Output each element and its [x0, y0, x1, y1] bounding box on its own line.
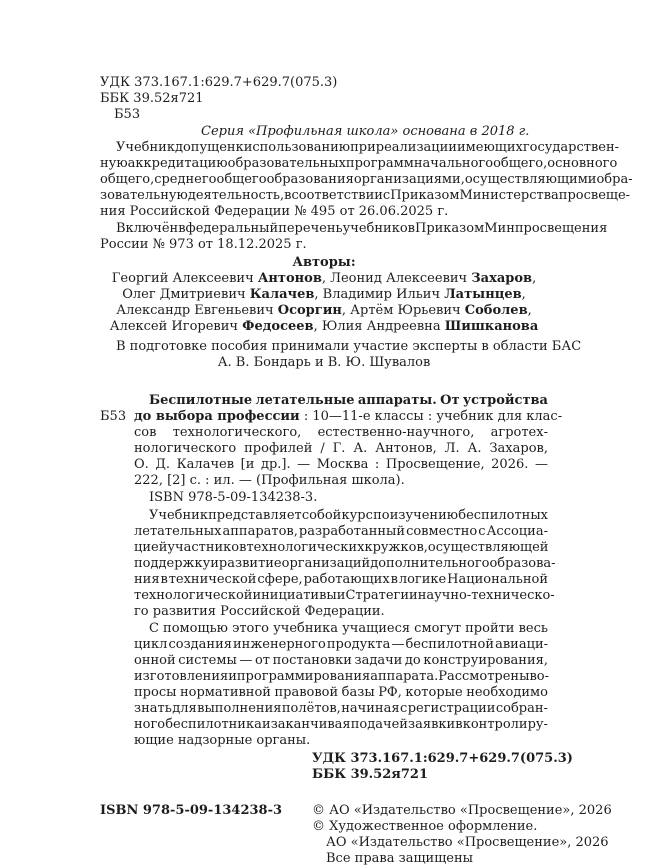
catalog-bbk: ББК 39.52я721	[312, 767, 429, 782]
catalog-title-line: Беспилотные летательные аппараты. От устройства	[149, 393, 548, 408]
author-mark-code: Б53	[114, 107, 141, 122]
authors-title: Авторы:	[292, 255, 356, 270]
abstract-line: цией участников технологических кружков, осуществляющей	[134, 540, 549, 555]
inclusion-line: Включён в федеральный перечень учебников Приказом Минпросвещения	[116, 221, 608, 236]
authors-line: Алексей Игоревич Федосеев, Юлия Андреевна Шишканова	[109, 319, 539, 334]
catalog-udk: УДК 373.167.1:629.7+629.7(075.3)	[312, 751, 573, 766]
catalog-description-line: 222, [2] с. : ил. — (Профильная школа).	[134, 473, 405, 488]
experts-names: А. В. Бондарь и В. Ю. Шувалов	[217, 355, 431, 370]
catalog-title-line: до выбора профессии : 10—11-е классы : учебник для клас-	[134, 409, 563, 424]
abstract-line: изготовления и программирования аппарата. Рассмотрены во-	[134, 669, 549, 684]
copyright-line: © Художественное оформление.	[312, 819, 538, 834]
experts-line: В подготовке пособия принимали участие эксперты в области БАС	[116, 339, 582, 354]
abstract-line: поддержку и развитие организаций дополнительного образова-	[134, 556, 556, 571]
abstract-line: просы нормативной правовой базы РФ, которые необходимо	[134, 685, 548, 700]
catalog-description-line: О. Д. Калачев [и др.]. — Москва : Просвещение, 2026. —	[134, 457, 548, 472]
authors-line: Георгий Алексеевич Антонов, Леонид Алексеевич Захаров,	[111, 271, 537, 286]
abstract-line: технологической инициативы и Стратегии научно-техническо-	[134, 588, 555, 603]
abstract-line: знать для выполнения полётов, начиная с регистрации собран-	[134, 701, 548, 716]
bbk-code: ББК 39.52я721	[100, 91, 204, 106]
udk-code: УДК 373.167.1:629.7+629.7(075.3)	[100, 75, 338, 90]
inclusion-line: России № 973 от 18.12.2025 г.	[100, 237, 307, 252]
abstract-line: ющие надзорные органы.	[134, 733, 311, 748]
catalog-description-line: нологического профилей / Г. А. Антонов, Л. А. Захаров,	[134, 441, 548, 456]
rights-reserved: Все права защищены	[326, 851, 473, 866]
approval-line: ния Российской Федерации № 495 от 26.06.2025 г.	[100, 204, 449, 219]
series-note: Серия «Профильная школа» основана в 2018 г.	[201, 124, 530, 139]
approval-line: общего, среднего общего образования организациями, осуществляющими обра-	[100, 172, 633, 187]
abstract-line: С помощью этого учебника учащиеся смогут пройти весь	[149, 621, 548, 636]
footer-isbn: ISBN 978-5-09-134238-3	[100, 803, 283, 818]
approval-line: Учебник допущен к использованию при реализации имеющих государствен-	[116, 140, 620, 155]
authors-line: Александр Евгеньевич Осоргин, Артём Юрьевич Соболев,	[116, 303, 532, 318]
abstract-line: Учебник представляет собой курс по изучению беспилотных	[149, 508, 548, 523]
catalog-isbn: ISBN 978-5-09-134238-3.	[149, 490, 318, 505]
abstract-line: онной системы — от постановки задачи до конструирования,	[134, 653, 548, 668]
copyright-line: © АО «Издательство «Просвещение», 2026	[312, 803, 612, 818]
approval-line: ную аккредитацию образовательных программ начального общего, основного	[100, 156, 618, 171]
copyright-line: АО «Издательство «Просвещение», 2026	[326, 835, 609, 850]
abstract-line: летательных аппаратов, разработанный совместно с Ассоциа-	[134, 524, 548, 539]
abstract-line: ния в технической сфере, работающих в логике Национальной	[134, 572, 548, 587]
abstract-line: ного беспилотника и заканчивая подачей заявки в контролиру-	[134, 717, 548, 732]
abstract-line: го развития Российской Федерации.	[134, 604, 385, 619]
abstract-line: цикл создания инженерного продукта — беспилотной авиаци-	[134, 637, 548, 652]
catalog-description-line: сов технологического, естественно-научного, агротех-	[134, 425, 548, 440]
authors-line: Олег Дмитриевич Калачев, Владимир Ильич Латынцев,	[122, 287, 526, 302]
approval-line: зовательную деятельность, в соответствии с Приказом Министерства просвеще-	[100, 188, 631, 203]
catalog-code: Б53	[100, 409, 127, 424]
